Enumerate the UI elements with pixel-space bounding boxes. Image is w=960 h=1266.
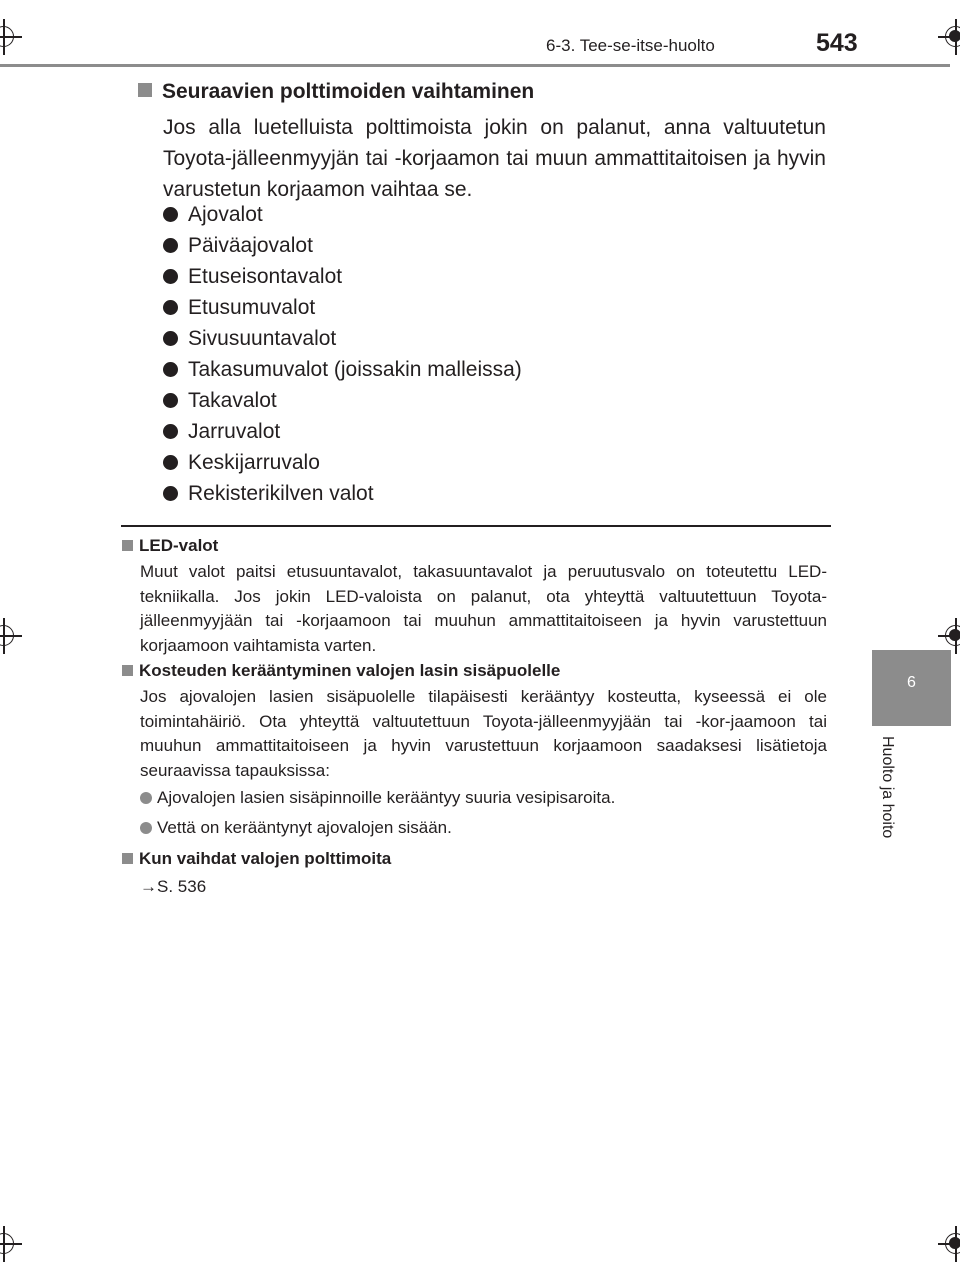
list-item bbox=[163, 230, 522, 261]
note-heading-text: Kun vaihdat valojen polttimoita bbox=[139, 849, 392, 868]
list-item bbox=[163, 354, 522, 385]
crop-mark-icon bbox=[0, 618, 22, 654]
crop-mark-icon bbox=[938, 19, 960, 55]
bullet-icon bbox=[163, 455, 178, 470]
note-replace-bulbs bbox=[122, 847, 827, 871]
bullet-icon bbox=[163, 362, 178, 377]
note-moisture bbox=[122, 659, 827, 783]
list-item-text: Sivusuuntavalot bbox=[188, 327, 337, 350]
square-bullet-icon bbox=[122, 853, 133, 864]
square-bullet-icon bbox=[138, 83, 152, 97]
note-heading-text: Kosteuden kerääntyminen valojen lasin sisäpuolelle bbox=[139, 661, 561, 680]
list-item-text: Takavalot bbox=[188, 389, 277, 412]
page-number: 543 bbox=[816, 29, 858, 57]
list-item-text: Takasumuvalot (joissakin malleissa) bbox=[188, 358, 522, 381]
bullet-icon bbox=[163, 269, 178, 284]
list-item bbox=[163, 261, 522, 292]
header-rule bbox=[0, 64, 950, 67]
list-item-text: Jarruvalot bbox=[188, 420, 281, 443]
bulb-list bbox=[163, 199, 522, 509]
note-led bbox=[122, 534, 827, 658]
bullet-icon bbox=[163, 486, 178, 501]
chapter-label: Huolto ja hoito bbox=[879, 736, 896, 839]
note-heading bbox=[122, 534, 827, 558]
list-item-text: Rekisterikilven valot bbox=[188, 482, 374, 505]
list-item bbox=[140, 788, 615, 808]
page-reference-text: S. 536 bbox=[157, 877, 207, 896]
bullet-icon bbox=[163, 393, 178, 408]
list-item bbox=[163, 385, 522, 416]
list-item bbox=[163, 323, 522, 354]
list-item bbox=[140, 818, 452, 838]
list-item bbox=[163, 416, 522, 447]
bullet-icon bbox=[140, 792, 152, 804]
square-bullet-icon bbox=[122, 540, 133, 551]
list-item-text: Keskijarruvalo bbox=[188, 451, 320, 474]
header-section-title: 6-3. Tee-se-itse-huolto bbox=[546, 36, 715, 55]
list-item-text: Vettä on kerääntynyt ajovalojen sisään. bbox=[157, 818, 452, 837]
section-heading bbox=[138, 80, 828, 104]
section-heading-text: Seuraavien polttimoiden vaihtaminen bbox=[162, 80, 535, 103]
list-item-text: Ajovalot bbox=[188, 203, 263, 226]
crop-mark-icon bbox=[938, 1226, 960, 1262]
bullet-icon bbox=[163, 238, 178, 253]
section-divider bbox=[121, 525, 831, 527]
note-heading bbox=[122, 659, 827, 683]
bullet-icon bbox=[163, 300, 178, 315]
note-body: Muut valot paitsi etusuuntavalot, takasuuntavalot ja peruutusvalo on toteutettu LED-tekniikalla. Jos jokin LED-valoista on palanut, ota yhteyttä valtuutettuun Toyota-jälleenmyyjään tai -korjaamoon tai muuhun ammattitaitoiseen ja hyvin varustettuun korjaamoon vaihtamista varten. bbox=[140, 562, 827, 655]
list-item-text: Ajovalojen lasien sisäpinnoille kerääntyy suuria vesipisaroita. bbox=[157, 788, 616, 807]
bullet-icon bbox=[163, 207, 178, 222]
square-bullet-icon bbox=[122, 665, 133, 676]
list-item bbox=[163, 292, 522, 323]
chapter-tab bbox=[872, 650, 951, 726]
list-item bbox=[163, 447, 522, 478]
list-item-text: Etuseisontavalot bbox=[188, 265, 343, 288]
list-item bbox=[163, 199, 522, 230]
arrow-right-icon: → bbox=[140, 877, 157, 896]
crop-mark-icon bbox=[938, 618, 960, 654]
note-body: Jos ajovalojen lasien sisäpuolelle tilapäisesti kerääntyy kosteutta, kyseessä ei ole toimintahäiriö. Ota yhteyttä valtuutettuun Toyota-jälleenmyyjään tai -kor-jaamoon tai muuhun ammattitaitoiseen ja hyvin varustettuun korjaamoon saadaksesi lisätietoja seuraavissa tapauksissa: bbox=[140, 687, 827, 780]
bullet-icon bbox=[140, 822, 152, 834]
bullet-icon bbox=[163, 331, 178, 346]
list-item bbox=[163, 478, 522, 509]
list-item-text: Päiväajovalot bbox=[188, 234, 313, 257]
list-item-text: Etusumuvalot bbox=[188, 296, 316, 319]
bullet-icon bbox=[163, 424, 178, 439]
note-heading-text: LED-valot bbox=[139, 536, 219, 555]
note-heading bbox=[122, 847, 827, 871]
intro-paragraph: Jos alla luetelluista polttimoista jokin on palanut, anna valtuutetun Toyota-jälleenmyyjän tai -korjaamon tai muun ammattitaitoisen ja hyvin varustetun korjaamon vaihtaa se. bbox=[163, 116, 826, 201]
page-reference-link[interactable] bbox=[140, 877, 206, 897]
crop-mark-icon bbox=[0, 1226, 22, 1262]
crop-mark-icon bbox=[0, 19, 22, 55]
chapter-number: 6 bbox=[907, 674, 916, 691]
